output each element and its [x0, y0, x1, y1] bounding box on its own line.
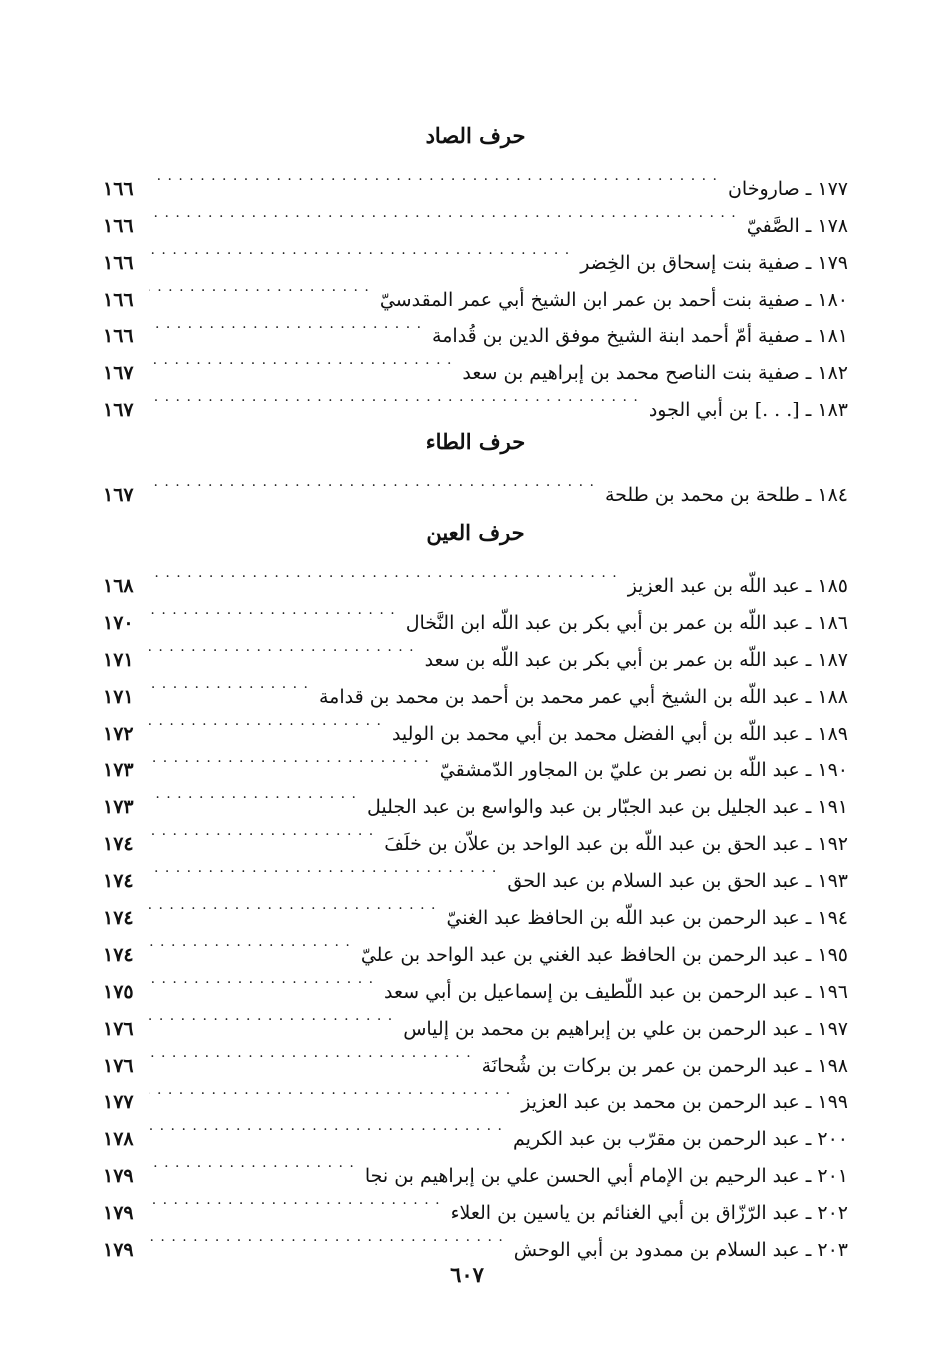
entry-title: ١٨٠ ـ صفية بنت أحمد بن عمر ابن الشيخ أبي عمر المقدسيّ	[379, 288, 848, 311]
entry-title: ١٩١ ـ عبد الجليل بن عبد الجبّار بن عبد والواسع بن عبد الجليل	[367, 796, 848, 819]
dot-leader	[149, 924, 351, 961]
entry-title: ١٩٣ ـ عبد الحق بن عبد السلام بن عبد الحق	[507, 870, 848, 893]
entry-title: ١٩٢ ـ عبد الحق بن عبد اللّه بن عبد الواحد بن علاّن بن خلَفَ	[384, 833, 848, 856]
entry-page: ١٦٨	[103, 575, 134, 598]
entry-page: ١٧٣	[103, 796, 134, 819]
section-heading-sad: حرف الصاد	[425, 123, 526, 148]
dot-leader	[149, 813, 374, 850]
entry-title: ١٨٨ ـ عبد اللّه بن الشيخ أبي عمر محمد بن أحمد بن محمد بن قدامة	[318, 685, 848, 708]
page-number: ٦٠٧	[450, 1262, 484, 1287]
entry-page: ١٧٩	[103, 1165, 134, 1188]
dot-leader	[149, 703, 382, 740]
entry-title: ١٩٠ ـ عبد اللّه بن نصر بن عليّ بن المجاور الدّمشقيّ	[439, 759, 848, 782]
entry-title: ١٩٧ ـ عبد الرحمن بن علي بن إبراهيم بن محمد بن إلياس	[403, 1017, 848, 1040]
entry-title: ١٧٧ ـ صاروخان	[727, 177, 848, 200]
dot-leader	[149, 342, 452, 379]
entry-title: ١٩٩ ـ عبد الرحمن بن محمد بن عبد العزيز	[521, 1091, 848, 1114]
dot-leader	[149, 592, 396, 629]
entry-page: ١٦٧	[103, 484, 134, 507]
dot-leader	[149, 666, 309, 703]
toc-entry	[103, 158, 848, 200]
toc-entry	[103, 464, 848, 507]
dot-leader	[149, 158, 718, 195]
entry-page: ١٧١	[103, 648, 134, 671]
dot-leader	[149, 464, 595, 501]
dot-leader	[149, 776, 357, 813]
toc-entry	[103, 195, 848, 237]
entry-page: ١٧٤	[103, 870, 134, 893]
entry-title: ١٨٣ ـ [. . .] بن أبي الجود	[648, 399, 848, 422]
dot-leader	[149, 1108, 503, 1145]
entry-page: ١٧٠	[103, 611, 134, 634]
dot-leader	[149, 1072, 511, 1109]
section-heading-ta: حرف الطاء	[425, 429, 526, 455]
dot-leader	[149, 1219, 504, 1256]
entry-page: ١٦٦	[103, 325, 134, 348]
entry-title: ٢٠٢ ـ عبد الرّزّاق بن أبي الغنائم بن ياسين بن العلاء	[450, 1202, 848, 1225]
entry-title: ١٨٦ ـ عبد اللّه بن عمر بن أبي بكر بن عبد اللّه ابن النَّخال	[405, 611, 848, 634]
entry-page: ١٧٨	[103, 1128, 134, 1151]
entry-page: ١٦٦	[103, 177, 134, 200]
entry-title: ١٩٦ ـ عبد الرحمن بن عبد اللّطيف بن إسماعيل بن أبي سعد	[384, 980, 848, 1003]
entry-page: ١٧٦	[103, 1054, 134, 1077]
entry-title: ٢٠٠ ـ عبد الرحمن بن مقرّب بن عبد الكريم	[513, 1128, 848, 1151]
entry-page: ١٧٢	[103, 722, 134, 745]
entry-page: ١٦٧	[103, 399, 134, 422]
dot-leader	[149, 555, 618, 592]
entry-title: ١٩٨ ـ عبد الرحمن بن عمر بن بركات بن شُحانَة	[481, 1054, 848, 1077]
entry-page: ١٧٣	[103, 759, 134, 782]
entry-title: ٢٠١ ـ عبد الرحيم بن الإمام أبي الحسن علي بن إبراهيم بن نجا	[364, 1165, 848, 1188]
dot-leader	[149, 998, 393, 1035]
dot-leader	[149, 306, 422, 343]
entry-page: ١٦٦	[103, 288, 134, 311]
entry-title: ١٨١ ـ صفية أمّ أحمد ابنة الشيخ موفق الدين بن قُدامة	[432, 325, 848, 348]
table-of-contents	[103, 118, 848, 1262]
dot-leader	[149, 961, 374, 998]
entry-title: ١٩٥ ـ عبد الرحمن بن الحافظ عبد الغني بن عبد الواحد بن عليّ	[360, 943, 848, 966]
dot-leader	[149, 1035, 472, 1072]
entry-page: ١٧٤	[103, 943, 134, 966]
entry-title: ١٨٤ ـ طلحة بن محمد بن طلحة	[604, 484, 848, 507]
entry-page: ١٧٤	[103, 907, 134, 930]
entry-title: ١٧٨ ـ الصَّفيّ	[746, 214, 848, 237]
dot-leader	[149, 269, 370, 306]
entry-page: ١٧٦	[103, 1017, 134, 1040]
entry-title: ١٨٧ ـ عبد اللّه بن عمر بن أبي بكر بن عبد اللّه بن سعد	[424, 648, 848, 671]
entry-title: ٢٠٣ ـ عبد السلام بن ممدود بن أبي الوحش	[513, 1239, 848, 1262]
section-heading-ain: حرف العين	[426, 520, 525, 546]
entry-page: ١٧٩	[103, 1239, 134, 1262]
entry-title: ١٨٥ ـ عبد اللّه بن عبد العزيز	[627, 575, 848, 598]
entry-title: ١٨٢ ـ صفية بنت الناصح محمد بن إبراهيم بن سعد	[462, 362, 848, 385]
dot-leader	[149, 195, 737, 232]
dot-leader	[149, 379, 639, 416]
entry-page: ١٧٤	[103, 833, 134, 856]
dot-leader	[149, 629, 415, 666]
dot-leader	[149, 1182, 441, 1219]
toc-entry	[103, 555, 848, 598]
entry-page: ١٧١	[103, 685, 134, 708]
entry-page: ١٧٥	[103, 980, 134, 1003]
entry-page: ١٧٧	[103, 1091, 134, 1114]
dot-leader	[149, 850, 497, 887]
dot-leader	[149, 740, 430, 777]
entry-page: ١٦٦	[103, 214, 134, 237]
dot-leader	[149, 232, 570, 269]
entry-page: ١٦٧	[103, 362, 134, 385]
entry-page: ١٧٩	[103, 1202, 134, 1225]
dot-leader	[149, 1145, 355, 1182]
dot-leader	[149, 887, 436, 924]
entry-page: ١٦٦	[103, 251, 134, 274]
entry-title: ١٩٤ ـ عبد الرحمن بن عبد اللّه بن الحافظ عبد الغنيّ	[446, 907, 848, 930]
entry-title: ١٧٩ ـ صفية بنت إسحاق بن الخِضر	[580, 251, 848, 274]
entry-title: ١٨٩ ـ عبد اللّه بن أبي الفضل محمد بن أبي محمد بن الوليد	[391, 722, 848, 745]
